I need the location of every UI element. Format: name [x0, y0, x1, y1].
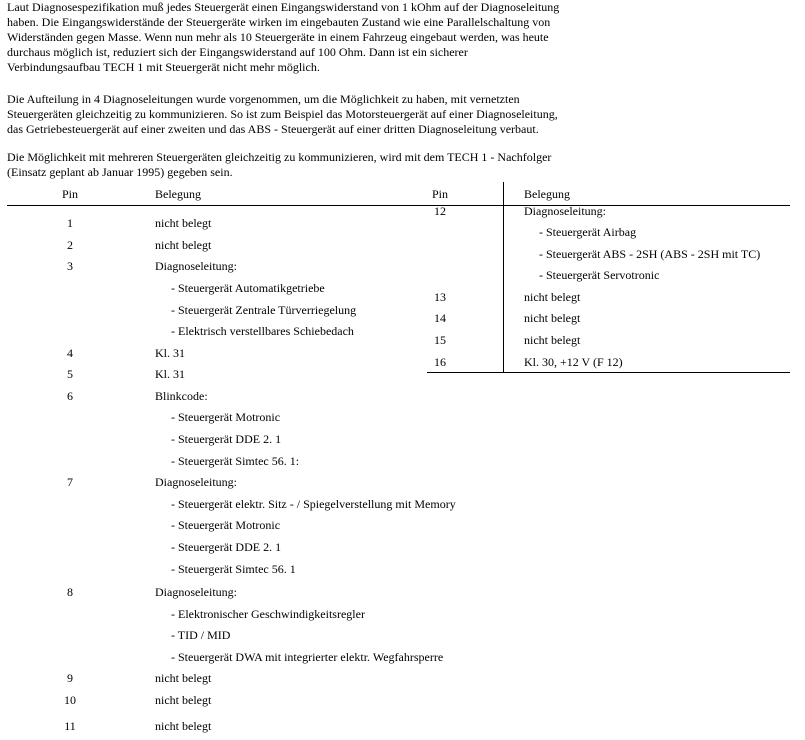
pin-sub-item: - Steuergerät Motronic — [171, 410, 281, 424]
tech1-paragraph: Die Möglichkeit mit mehreren Steuergeräten gleichzeitig zu kommunizieren, wird mit dem TECH 1 - Nachfolger (Einsatz geplant ab Januar 1995) gegeben sein. — [7, 150, 552, 179]
pin-description: nicht belegt — [155, 671, 212, 685]
pin-sub-item: - Steuergerät Simtec 56. 1: — [171, 454, 300, 468]
pin-number: 12 — [434, 204, 446, 218]
pin-description: nicht belegt — [524, 311, 581, 325]
pin-number: 4 — [67, 346, 73, 360]
pin-sub-item: - Steuergerät Motronic — [171, 518, 281, 532]
pin-description: nicht belegt — [155, 216, 212, 230]
pin-sub-item: - Steuergerät Simtec 56. 1 — [171, 562, 296, 576]
pin-sub-item: - Steuergerät Airbag — [539, 225, 637, 239]
pin-description: Kl. 31 — [155, 367, 185, 381]
right-table-header-rule — [427, 205, 790, 206]
pin-sub-item: - Steuergerät DDE 2. 1 — [171, 432, 282, 446]
pin-sub-item: - Steuergerät DDE 2. 1 — [171, 540, 282, 554]
left-table-belegung-header: Belegung — [155, 187, 201, 201]
pin-number: 15 — [434, 333, 446, 347]
pin-sub-item: - Elektronischer Geschwindigkeitsregler — [171, 607, 365, 621]
pin-number: 8 — [67, 585, 73, 599]
aufteilung-paragraph: Die Aufteilung in 4 Diagnoseleitungen wurde vorgenommen, um die Möglichkeit zu haben, mit vernetzten Steuergeräten gleichzeitig zu kommunizieren. So ist zum Beispiel das Motorsteuergerät auf einer Diagnoseleitung, das Getriebesteuergerät auf einer zweiten und das ABS - Steuergerät auf einer dritten Diagnoseleitung verbaut. — [7, 92, 558, 136]
pin-number: 11 — [64, 719, 76, 733]
left-table-pin-header: Pin — [61, 187, 78, 201]
pin-description: nicht belegt — [155, 238, 212, 252]
pin-number: 5 — [67, 367, 73, 381]
pin-sub-item: - Elektrisch verstellbares Schiebedach — [171, 324, 354, 338]
pin-number: 7 — [67, 475, 73, 489]
pin-description: Diagnoseleitung: — [155, 259, 237, 273]
left-table-header-rule — [7, 205, 427, 206]
right-table-belegung-header: Belegung — [524, 187, 570, 201]
pin-sub-item: - Steuergerät Automatikgetriebe — [171, 281, 325, 295]
right-table-pin-header: Pin — [431, 187, 448, 201]
pin-sub-item: - Steuergerät elektr. Sitz - / Spiegelverstellung mit Memory — [171, 497, 456, 511]
pin-description: Blinkcode: — [155, 389, 208, 403]
pin-sub-item: - Steuergerät Servotronic — [539, 268, 660, 282]
pin-number: 1 — [67, 216, 73, 230]
intro-paragraph: Laut Diagnosespezifikation muß jedes Steuergerät einen Eingangswiderstand von 1 kOhm auf der Diagnoseleitung haben. Die Eingangswiderstände der Steuergeräte wirken im eingebauten Zustand wie eine Parallelschaltung von Widerständen gegen Masse. Wenn nun mehr als 10 Steuergeräte in einem Fahrzeug eingebaut werden, was heute durchaus möglich ist, reduziert sich der Eingangswiderstand auf 100 Ohm. Dann ist ein sicherer Verbindungsaufbau TECH 1 mit Steuergerät nicht mehr möglich. — [7, 0, 560, 74]
pin-description: nicht belegt — [155, 719, 212, 733]
pin-number: 3 — [67, 259, 73, 273]
pin-number: 14 — [434, 311, 446, 325]
pin-sub-item: - Steuergerät ABS - 2SH (ABS - 2SH mit TC) — [539, 247, 761, 261]
pin-description: nicht belegt — [524, 290, 581, 304]
pin-sub-item: - TID / MID — [171, 628, 231, 642]
pin-number: 9 — [67, 671, 73, 685]
pin-number: 10 — [64, 693, 76, 707]
pin-number: 6 — [67, 389, 73, 403]
right-table-bottom-rule — [427, 372, 790, 373]
right-table-divider — [503, 182, 504, 372]
pin-number: 13 — [434, 290, 446, 304]
pin-description: Diagnoseleitung: — [155, 475, 237, 489]
pin-sub-item: - Steuergerät Zentrale Türverriegelung — [171, 303, 357, 317]
pin-description: nicht belegt — [524, 333, 581, 347]
pin-description: Diagnoseleitung: — [155, 585, 237, 599]
pin-description: Kl. 30, +12 V (F 12) — [524, 355, 623, 369]
pin-description: Kl. 31 — [155, 346, 185, 360]
pin-description: nicht belegt — [155, 693, 212, 707]
pin-number: 16 — [434, 355, 446, 369]
pin-sub-item: - Steuergerät DWA mit integrierter elektr. Wegfahrsperre — [171, 650, 444, 664]
pin-number: 2 — [67, 238, 73, 252]
pin-description: Diagnoseleitung: — [524, 204, 606, 218]
